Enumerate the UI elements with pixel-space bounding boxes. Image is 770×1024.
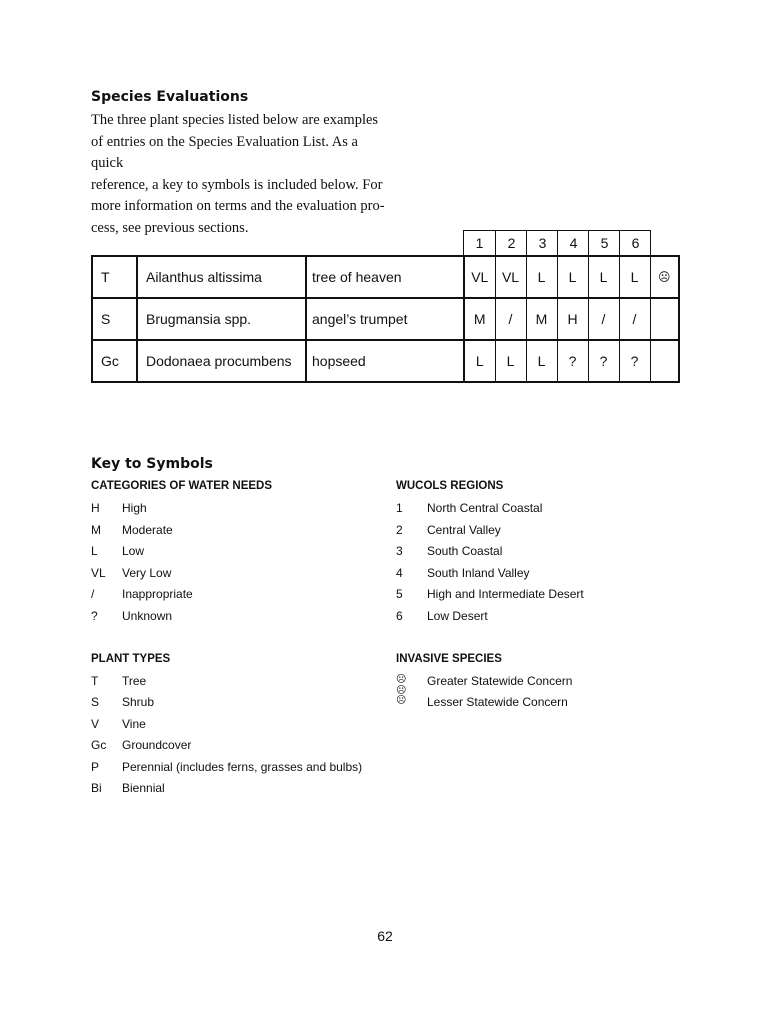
water-need-cell: ? (619, 340, 650, 382)
section-title: Species Evaluations (91, 89, 249, 105)
key-symbol: 2 (396, 523, 403, 537)
page-number: 62 (377, 928, 393, 944)
key-symbol: / (91, 587, 95, 601)
water-need-cell: L (526, 256, 557, 298)
plant-types-heading: PLANT TYPES (91, 653, 171, 665)
common-name-cell: hopseed (306, 340, 464, 382)
water-need-cell: M (526, 298, 557, 340)
key-symbol: V (91, 717, 100, 731)
key-label: Groundcover (122, 738, 192, 752)
region-header: 3 (526, 231, 558, 255)
key-label: Lesser Statewide Concern (427, 695, 568, 709)
key-symbol: 4 (396, 566, 403, 580)
key-symbol: Gc (91, 738, 107, 752)
water-need-cell: L (588, 256, 619, 298)
key-label: High (122, 501, 147, 515)
key-symbol: M (91, 523, 101, 537)
key-label: Low Desert (427, 609, 488, 623)
region-header: 6 (619, 231, 651, 255)
water-need-cell: L (557, 256, 588, 298)
invasive-symbol-cell: ☹ (650, 256, 679, 298)
region-header: 4 (557, 231, 589, 255)
key-symbol: L (91, 544, 98, 558)
invasive-heading: INVASIVE SPECIES (396, 653, 502, 665)
scientific-name-cell: Brugmansia spp. (137, 298, 306, 340)
water-need-cell: L (619, 256, 650, 298)
region-header: 5 (588, 231, 620, 255)
water-needs-heading: CATEGORIES OF WATER NEEDS (91, 480, 273, 492)
table-row (92, 298, 679, 340)
intro-line: more information on terms and the evaluation pro- (91, 198, 385, 215)
water-need-cell: ? (557, 340, 588, 382)
key-symbol: P (91, 760, 100, 774)
frown-icon: ☹ (396, 695, 407, 706)
water-need-cell: ? (588, 340, 619, 382)
water-need-cell: M (464, 298, 495, 340)
invasive-symbol-cell (650, 298, 679, 340)
table-row (92, 256, 679, 298)
common-name-cell: angel’s trumpet (306, 298, 464, 340)
key-symbol: VL (91, 566, 106, 580)
key-symbol: 1 (396, 501, 403, 515)
intro-line: cess, see previous sections. (91, 219, 249, 236)
plant-type-cell: T (92, 256, 137, 298)
scientific-name-cell: Dodonaea procumbens (137, 340, 306, 382)
frown-icon: ☹☹ (396, 674, 407, 696)
key-label: Very Low (122, 566, 172, 580)
key-label: South Coastal (427, 544, 503, 558)
key-label: Vine (122, 717, 146, 731)
key-label: Moderate (122, 523, 173, 537)
water-need-cell: VL (464, 256, 495, 298)
key-symbol: 5 (396, 587, 403, 601)
key-label: High and Intermediate Desert (427, 587, 584, 601)
scientific-name-cell: Ailanthus altissima (137, 256, 306, 298)
key-label: Tree (122, 674, 147, 688)
key-label: Perennial (includes ferns, grasses and bulbs) (122, 760, 363, 774)
key-symbol: S (91, 695, 100, 709)
regions-heading: WUCOLS REGIONS (396, 480, 504, 492)
key-symbol: ? (91, 609, 98, 623)
water-need-cell: / (588, 298, 619, 340)
common-name-cell: tree of heaven (306, 256, 464, 298)
water-need-cell: VL (495, 256, 526, 298)
water-need-cell: / (495, 298, 526, 340)
key-symbol: 6 (396, 609, 403, 623)
key-label: North Central Coastal (427, 501, 543, 515)
key-symbol: T (91, 674, 99, 688)
key-title: Key to Symbols (91, 456, 213, 472)
intro-line: The three plant species listed below are examples (91, 112, 379, 128)
water-need-cell: / (619, 298, 650, 340)
plant-type-cell: S (92, 298, 137, 340)
key-symbol: 3 (396, 544, 403, 558)
species-table (91, 255, 680, 383)
key-label: Low (122, 544, 145, 558)
plant-type-cell: Gc (92, 340, 137, 382)
key-symbol: Bi (91, 781, 102, 795)
key-label: South Inland Valley (427, 566, 530, 580)
key-label: Greater Statewide Concern (427, 674, 573, 688)
key-label: Shrub (122, 695, 155, 709)
water-need-cell: H (557, 298, 588, 340)
intro-line: of entries on the Species Evaluation List. As a quick (91, 133, 358, 172)
invasive-symbol-cell (650, 340, 679, 382)
water-need-cell: L (495, 340, 526, 382)
key-symbol: H (91, 501, 100, 515)
region-header-row (463, 230, 651, 255)
intro-paragraph (91, 110, 391, 240)
key-label: Inappropriate (122, 587, 193, 601)
water-need-cell: L (464, 340, 495, 382)
table-row (92, 340, 679, 382)
key-label: Central Valley (427, 523, 501, 537)
water-need-cell: L (526, 340, 557, 382)
key-label: Biennial (122, 781, 165, 795)
intro-line: reference, a key to symbols is included below. For (91, 176, 383, 193)
region-header: 2 (495, 231, 527, 255)
key-label: Unknown (122, 609, 173, 623)
region-header: 1 (475, 235, 484, 251)
